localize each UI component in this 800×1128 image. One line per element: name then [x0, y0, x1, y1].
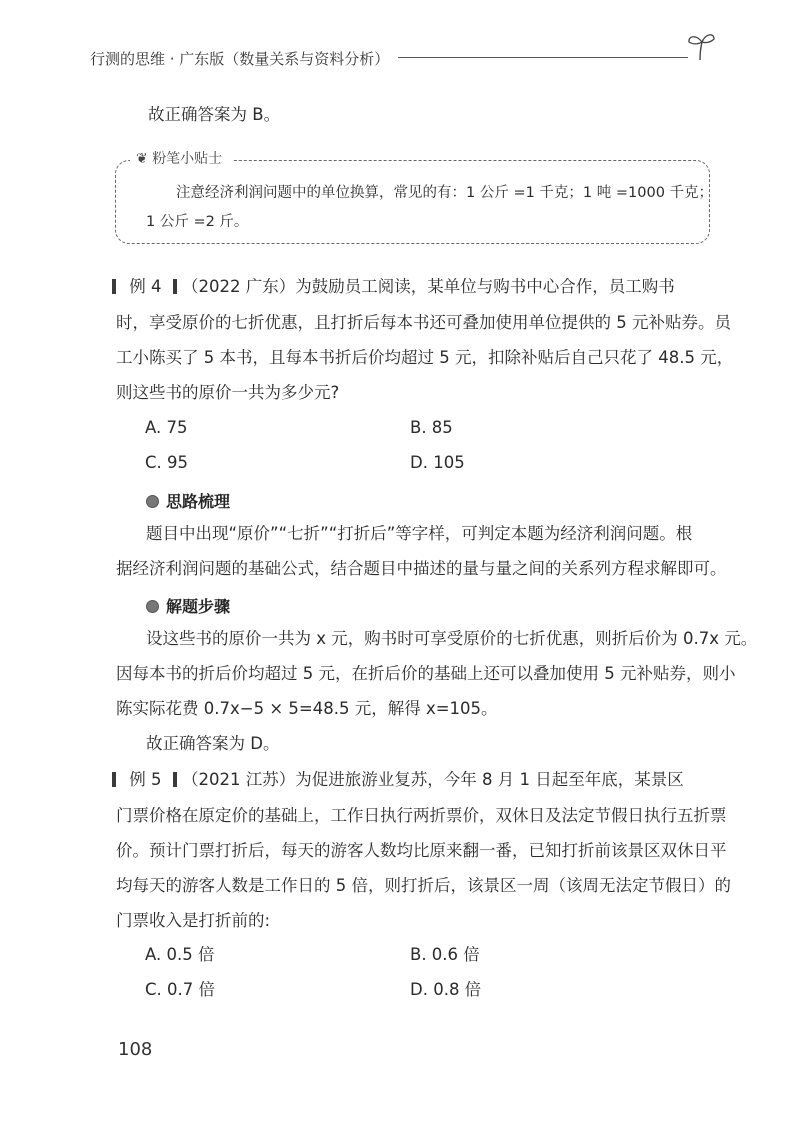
previous-answer: 故正确答案为 B。 [148, 105, 281, 124]
thinking-icon [146, 495, 159, 508]
steps-icon [146, 600, 159, 613]
steps-line-1: 设这些书的原价一共为 x 元，购书时可享受原价的七折优惠，则折后价为 0.7x 元。 [146, 629, 758, 648]
example-4-line-3: 工小陈买了 5 本书，且每本书折后价均超过 5 元，扣除补贴后自己只花了 48.5 元， [116, 348, 734, 367]
sprout-icon [684, 28, 718, 62]
tip-text-line: 1 公斤 =2 斤。 [146, 214, 249, 230]
steps-section-title: 解题步骤 [146, 594, 230, 617]
option-d: D. 105 [410, 453, 465, 472]
option-d: D. 0.8 倍 [410, 980, 482, 999]
page-number: 108 [118, 1039, 153, 1060]
steps-line-3: 陈实际花费 0.7x−5 × 5=48.5 元，解得 x=105。 [116, 699, 498, 718]
option-c: C. 0.7 倍 [145, 980, 215, 999]
example-5-line-2: 门票价格在原定价的基础上，工作日执行两折票价，双休日及法定节假日执行五折票 [116, 806, 727, 825]
example-marker-bar [112, 772, 116, 787]
option-a: A. 0.5 倍 [145, 945, 215, 964]
thinking-section-title: 思路梳理 [146, 489, 230, 512]
example-5-line-1: 例 5 （2021 江苏）为促进旅游业复苏，今年 8 月 1 日起至年底，某景区 [112, 769, 684, 790]
option-c: C. 95 [145, 453, 189, 472]
example-marker-bar [173, 772, 177, 787]
example-4-line-1: 例 4 （2022 广东）为鼓励员工阅读，某单位与购书中心合作，员工购书 [112, 276, 675, 297]
example-5-line-4: 均每天的游客人数是工作日的 5 倍，则打折后，该景区一周（该周无法定节假日）的 [116, 876, 731, 895]
option-b: B. 0.6 倍 [410, 945, 480, 964]
tip-leaf-icon: ❦ [136, 151, 153, 167]
example-marker-bar [173, 279, 177, 294]
option-a: A. 75 [145, 418, 188, 437]
thinking-line-2: 据经济利润问题的基础公式，结合题目中描述的量与量之间的关系列方程求解即可。 [116, 559, 727, 578]
running-header-title: 行测的思维 · 广东版（数量关系与资料分析） [90, 50, 390, 68]
example-4-line-4: 则这些书的原价一共为多少元? [116, 383, 340, 402]
example-5-line-3: 价。预计门票打折后，每天的游客人数均比原来翻一番，已知打折前该景区双休日平 [116, 841, 727, 860]
tip-label: ❦ 粉笔小贴士 [130, 148, 232, 170]
option-b: B. 85 [410, 418, 453, 437]
example-4-answer: 故正确答案为 D。 [146, 734, 280, 753]
example-5-line-5: 门票收入是打折前的: [116, 911, 271, 930]
thinking-line-1: 题目中出现“原价”“七折”“打折后”等字样，可判定本题为经济利润问题。根 [146, 524, 693, 543]
example-marker-bar [112, 279, 116, 294]
steps-line-2: 因每本书的折后价均超过 5 元，在折后价的基础上还可以叠加使用 5 元补贴券，则小 [116, 664, 736, 683]
example-5-label: 例 5 [129, 770, 162, 789]
header-rule [398, 57, 688, 58]
example-4-label: 例 4 [129, 277, 162, 296]
example-4-line-2: 时，享受原价的七折优惠，且打折后每本书还可叠加使用单位提供的 5 元补贴券。员 [116, 313, 731, 332]
tip-text-line: 注意经济利润问题中的单位换算，常见的有：1 公斤 =1 千克；1 吨 =1000 千克； [176, 185, 714, 201]
